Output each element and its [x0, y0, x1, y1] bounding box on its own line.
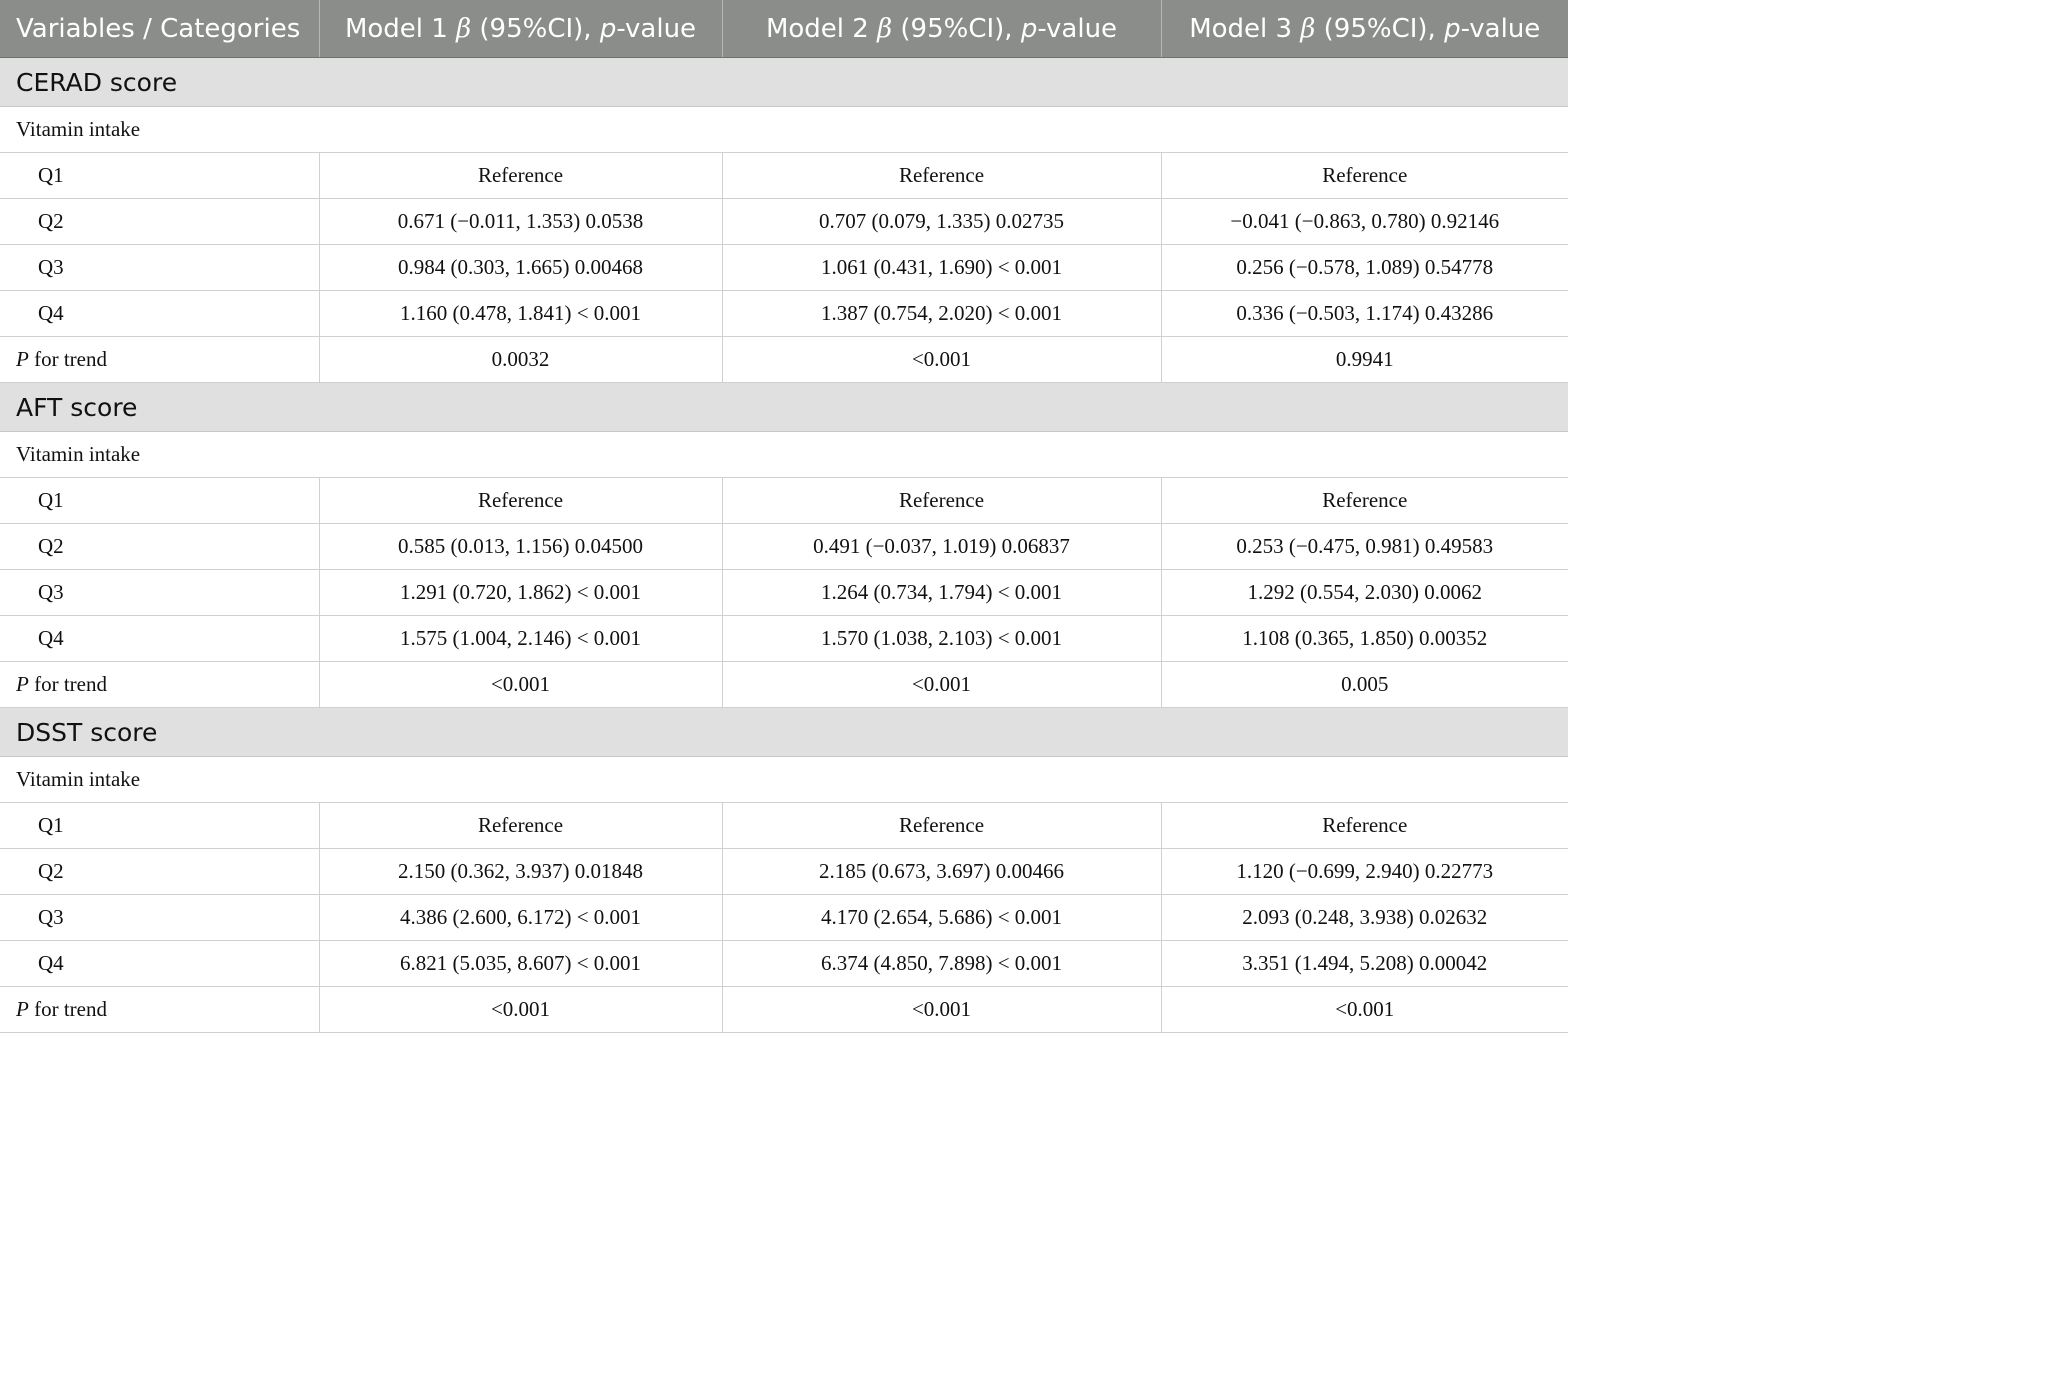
table-row	[0, 291, 1568, 337]
row-label: Q3	[0, 245, 319, 291]
subheader-label: Vitamin intake	[0, 757, 1568, 803]
subheader-row	[0, 757, 1568, 803]
row-label: Q1	[0, 153, 319, 199]
row-label: Q2	[0, 524, 319, 570]
model-1-cell: 1.291 (0.720, 1.862) < 0.001	[319, 570, 722, 616]
model-2-cell: 2.185 (0.673, 3.697) 0.00466	[722, 849, 1161, 895]
model-3-cell: 3.351 (1.494, 5.208) 0.00042	[1161, 941, 1568, 987]
table-row	[0, 478, 1568, 524]
model-1-cell: 1.575 (1.004, 2.146) < 0.001	[319, 616, 722, 662]
header-model-3: Model 3 β (95%CI), p-value	[1161, 0, 1568, 58]
trend-label: P for trend	[0, 337, 319, 383]
trend-label: P for trend	[0, 987, 319, 1033]
model-2-cell: Reference	[722, 478, 1161, 524]
model-1-cell: 0.671 (−0.011, 1.353) 0.0538	[319, 199, 722, 245]
model-3-cell: 1.120 (−0.699, 2.940) 0.22773	[1161, 849, 1568, 895]
model-3-cell: 1.108 (0.365, 1.850) 0.00352	[1161, 616, 1568, 662]
model-2-cell: 4.170 (2.654, 5.686) < 0.001	[722, 895, 1161, 941]
model-3-cell: 2.093 (0.248, 3.938) 0.02632	[1161, 895, 1568, 941]
section-header	[0, 383, 1568, 432]
model-1-cell: 0.984 (0.303, 1.665) 0.00468	[319, 245, 722, 291]
model-3-cell: 0.005	[1161, 662, 1568, 708]
section-header	[0, 58, 1568, 107]
table-row	[0, 895, 1568, 941]
table-row	[0, 570, 1568, 616]
model-2-cell: 0.707 (0.079, 1.335) 0.02735	[722, 199, 1161, 245]
row-label: Q1	[0, 478, 319, 524]
model-2-cell: Reference	[722, 803, 1161, 849]
model-2-cell: 1.264 (0.734, 1.794) < 0.001	[722, 570, 1161, 616]
header-model-2: Model 2 β (95%CI), p-value	[722, 0, 1161, 58]
model-1-cell: Reference	[319, 803, 722, 849]
section-title: CERAD score	[0, 58, 1568, 107]
model-2-cell: 0.491 (−0.037, 1.019) 0.06837	[722, 524, 1161, 570]
model-2-cell: 1.061 (0.431, 1.690) < 0.001	[722, 245, 1161, 291]
row-label: Q1	[0, 803, 319, 849]
model-3-cell: 0.256 (−0.578, 1.089) 0.54778	[1161, 245, 1568, 291]
table-row	[0, 153, 1568, 199]
row-label: Q4	[0, 616, 319, 662]
model-1-cell: 0.585 (0.013, 1.156) 0.04500	[319, 524, 722, 570]
model-3-cell: Reference	[1161, 153, 1568, 199]
table-row	[0, 524, 1568, 570]
model-1-cell: <0.001	[319, 662, 722, 708]
model-3-cell: <0.001	[1161, 987, 1568, 1033]
model-3-cell: −0.041 (−0.863, 0.780) 0.92146	[1161, 199, 1568, 245]
model-1-cell: 4.386 (2.600, 6.172) < 0.001	[319, 895, 722, 941]
table-row	[0, 941, 1568, 987]
subheader-label: Vitamin intake	[0, 432, 1568, 478]
row-label: Q3	[0, 895, 319, 941]
model-2-cell: 1.387 (0.754, 2.020) < 0.001	[722, 291, 1161, 337]
row-label: Q2	[0, 849, 319, 895]
section-title: AFT score	[0, 383, 1568, 432]
model-1-cell: Reference	[319, 153, 722, 199]
trend-row	[0, 987, 1568, 1033]
model-1-cell: 6.821 (5.035, 8.607) < 0.001	[319, 941, 722, 987]
model-2-cell: <0.001	[722, 987, 1161, 1033]
model-2-cell: Reference	[722, 153, 1161, 199]
model-3-cell: Reference	[1161, 478, 1568, 524]
model-1-cell: 0.0032	[319, 337, 722, 383]
subheader-row	[0, 432, 1568, 478]
trend-label: P for trend	[0, 662, 319, 708]
model-2-cell: 6.374 (4.850, 7.898) < 0.001	[722, 941, 1161, 987]
model-1-cell: 2.150 (0.362, 3.937) 0.01848	[319, 849, 722, 895]
model-2-cell: <0.001	[722, 662, 1161, 708]
row-label: Q3	[0, 570, 319, 616]
model-2-cell: <0.001	[722, 337, 1161, 383]
model-3-cell: 1.292 (0.554, 2.030) 0.0062	[1161, 570, 1568, 616]
model-3-cell: Reference	[1161, 803, 1568, 849]
model-1-cell: <0.001	[319, 987, 722, 1033]
subheader-row	[0, 107, 1568, 153]
header-model-1: Model 1 β (95%CI), p-value	[319, 0, 722, 58]
section-header	[0, 708, 1568, 757]
model-3-cell: 0.9941	[1161, 337, 1568, 383]
row-label: Q4	[0, 941, 319, 987]
header-row	[0, 0, 1568, 58]
header-variables: Variables / Categories	[0, 0, 319, 58]
table-row	[0, 849, 1568, 895]
subheader-label: Vitamin intake	[0, 107, 1568, 153]
table-row	[0, 803, 1568, 849]
model-3-cell: 0.253 (−0.475, 0.981) 0.49583	[1161, 524, 1568, 570]
table-row	[0, 245, 1568, 291]
model-1-cell: Reference	[319, 478, 722, 524]
row-label: Q4	[0, 291, 319, 337]
table-row	[0, 616, 1568, 662]
model-2-cell: 1.570 (1.038, 2.103) < 0.001	[722, 616, 1161, 662]
trend-row	[0, 662, 1568, 708]
section-title: DSST score	[0, 708, 1568, 757]
model-1-cell: 1.160 (0.478, 1.841) < 0.001	[319, 291, 722, 337]
row-label: Q2	[0, 199, 319, 245]
trend-row	[0, 337, 1568, 383]
model-3-cell: 0.336 (−0.503, 1.174) 0.43286	[1161, 291, 1568, 337]
table-row	[0, 199, 1568, 245]
